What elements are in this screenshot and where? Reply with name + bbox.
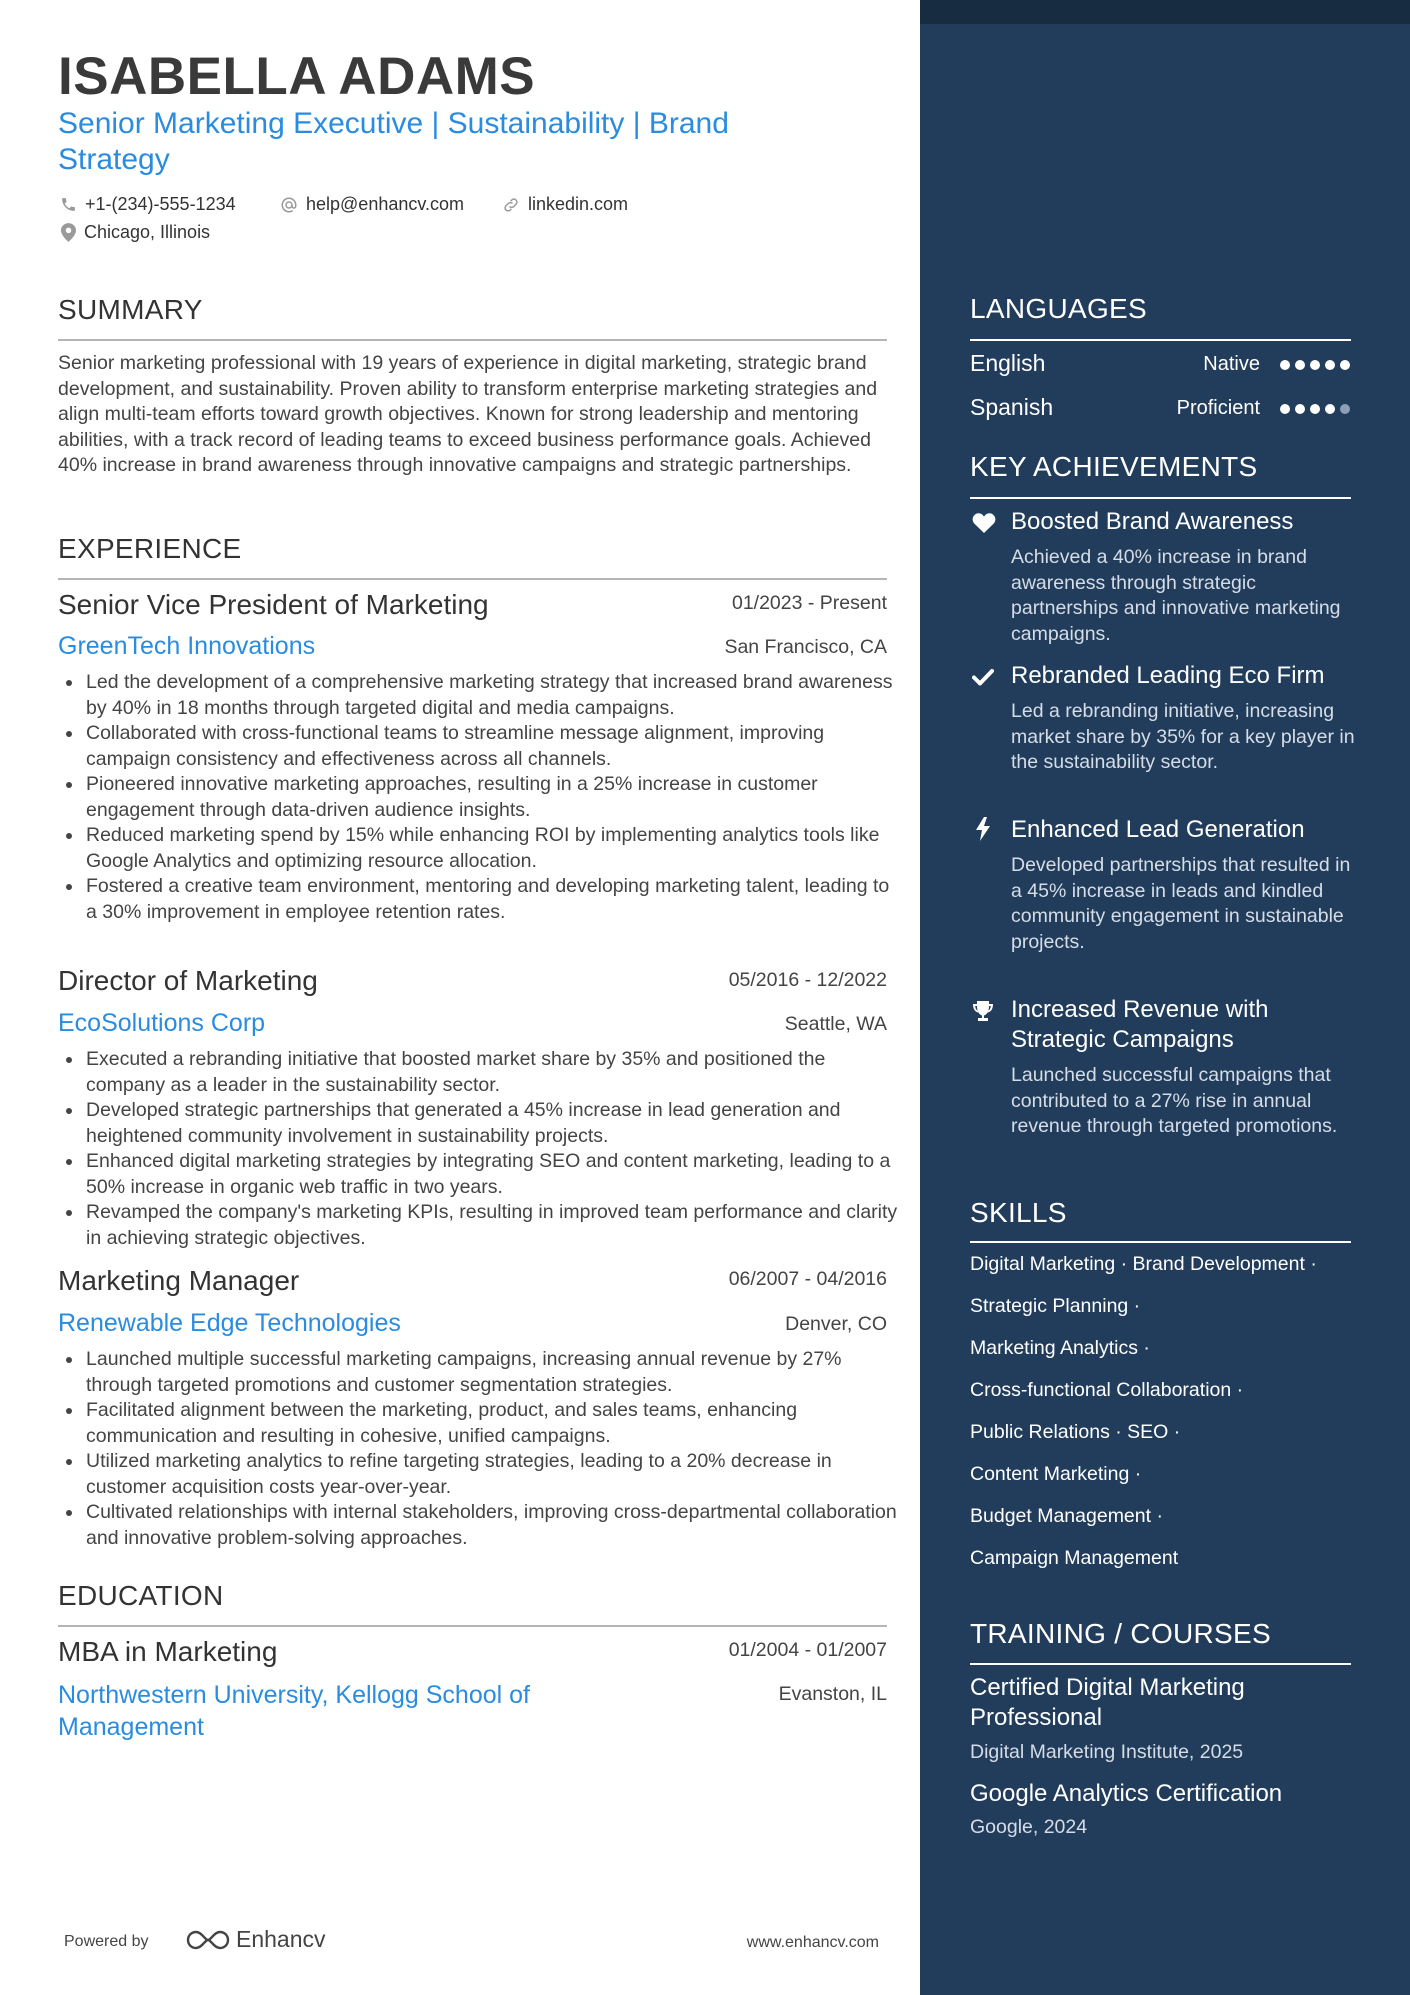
course-title: Google Analytics Certification (970, 1780, 1283, 1807)
rating-dot (1295, 404, 1305, 414)
heart-icon (972, 512, 996, 534)
skills-heading: SKILLS (970, 1197, 1067, 1228)
powered-by-label: Powered by (64, 1933, 149, 1950)
achievement-title: Rebranded Leading Eco Firm (1011, 662, 1325, 689)
summary-text: Senior marketing professional with 19 years of experience in digital marketing, strategic brand development, and sustainability. Proven ability to transform enterprise marketing strategies and align multi-team efforts toward growth objectives. Known for strong leadership and mentoring abilities, with a track record of leading teams to exceed business performance goals. Achieved 40% increase in brand awareness through innovative campaigns and strategic partnerships. (58, 352, 878, 476)
list-item: Facilitated alignment between the marketing, product, and sales teams, enhancing communication and resulting in cohesive, unified campaigns. (86, 1398, 901, 1449)
course-provider: Digital Marketing Institute, 2025 (970, 1741, 1244, 1763)
linkedin-contact[interactable] (502, 194, 628, 215)
education-location: Evanston, IL (778, 1683, 887, 1705)
skill-line: Cross-functional Collaboration · (970, 1379, 1244, 1401)
list-item: Utilized marketing analytics to refine targeting strategies, leading to a 20% decrease in customer acquisition costs year-over-year. (86, 1449, 901, 1500)
education-heading: EDUCATION (58, 1580, 224, 1611)
job-bullets (58, 1347, 901, 1551)
languages-heading: LANGUAGES (970, 293, 1147, 324)
enhancv-brand: Enhancv (236, 1926, 326, 1952)
language-rating (1280, 360, 1350, 370)
job-location: Denver, CO (785, 1313, 887, 1335)
achievement-desc: Developed partnerships that resulted in a 45% increase in leads and kindled community engagement in sustainable projects. (1011, 854, 1351, 953)
rating-dot (1295, 360, 1305, 370)
phone-icon (60, 196, 77, 213)
phone-contact[interactable] (60, 194, 236, 215)
candidate-title: Senior Marketing Executive | Sustainability | Brand Strategy (58, 107, 729, 176)
skill-line: Strategic Planning · (970, 1295, 1141, 1317)
linkedin-text: linkedin.com (528, 194, 629, 214)
company-name[interactable]: GreenTech Innovations (58, 632, 316, 660)
language-level: Proficient (1176, 397, 1260, 419)
rating-dot (1325, 360, 1335, 370)
skill-line: Campaign Management (970, 1547, 1179, 1569)
achievements-heading: KEY ACHIEVEMENTS (970, 451, 1258, 482)
rating-dot-empty (1340, 404, 1350, 414)
skill-line: Content Marketing · (970, 1463, 1142, 1485)
achievement-title: Boosted Brand Awareness (1011, 508, 1294, 535)
trophy-icon (971, 1000, 995, 1022)
experience-divider (58, 578, 887, 580)
education-divider (58, 1625, 887, 1627)
location-text: Chicago, Illinois (84, 222, 211, 242)
language-rating (1280, 404, 1350, 414)
rating-dot (1340, 360, 1350, 370)
training-heading: TRAINING / COURSES (970, 1618, 1271, 1649)
achievement-title: Enhanced Lead Generation (1011, 816, 1305, 843)
job-title: Director of Marketing (58, 965, 318, 996)
rating-dot (1280, 360, 1290, 370)
location-pin-icon (61, 223, 76, 242)
rating-dot (1310, 404, 1320, 414)
phone-text: +1-(234)-555-1234 (85, 194, 236, 214)
list-item: Reduced marketing spend by 15% while enhancing ROI by implementing analytics tools like Google Analytics and optimizing resource allocation. (86, 823, 901, 874)
link-icon (502, 196, 520, 214)
rating-dot (1310, 360, 1320, 370)
skill-line: Marketing Analytics · (970, 1337, 1150, 1359)
list-item: Enhanced digital marketing strategies by integrating SEO and content marketing, leading to a 50% increase in organic web traffic in two years. (86, 1149, 901, 1200)
language-name: Spanish (970, 394, 1054, 420)
rating-dot (1280, 404, 1290, 414)
list-item: Fostered a creative team environment, mentoring and developing marketing talent, leading to a 30% improvement in employee retention rates. (86, 874, 901, 925)
skill-line: Digital Marketing · Brand Development · (970, 1253, 1317, 1275)
school-name[interactable]: Northwestern University, Kellogg School of Management (58, 1681, 530, 1741)
email-contact[interactable] (280, 194, 464, 215)
skill-line: Budget Management · (970, 1505, 1163, 1527)
list-item: Pioneered innovative marketing approaches, resulting in a 25% increase in customer engagement through data-driven audience insights. (86, 772, 901, 823)
job-title: Marketing Manager (58, 1265, 300, 1296)
candidate-name: ISABELLA ADAMS (58, 47, 536, 106)
location-contact (61, 222, 210, 243)
company-name[interactable]: Renewable Edge Technologies (58, 1309, 401, 1337)
check-icon (972, 668, 994, 686)
experience-heading: EXPERIENCE (58, 533, 242, 564)
summary-heading: SUMMARY (58, 294, 203, 325)
list-item: Developed strategic partnerships that generated a 45% increase in lead generation and heightened community involvement in sustainability projects. (86, 1098, 901, 1149)
language-name: English (970, 350, 1046, 376)
list-item: Launched multiple successful marketing campaigns, increasing annual revenue by 27% through targeted promotions and customer segmentation strategies. (86, 1347, 901, 1398)
enhancv-logo-icon (184, 1927, 232, 1953)
job-dates: 05/2016 - 12/2022 (728, 969, 887, 991)
list-item: Led the development of a comprehensive marketing strategy that increased brand awareness by 40% in 18 months through targeted digital and media campaigns. (86, 670, 901, 721)
bolt-icon (974, 817, 992, 841)
company-name[interactable]: EcoSolutions Corp (58, 1009, 266, 1037)
skills-divider (970, 1241, 1351, 1243)
achievement-desc: Achieved a 40% increase in brand awareness through strategic partnerships and innovative marketing campaigns. (1011, 546, 1341, 645)
list-item: Collaborated with cross-functional teams to streamline message alignment, improving campaign consistency and effectiveness across all channels. (86, 721, 901, 772)
achievement-title: Increased Revenue with Strategic Campaigns (1011, 996, 1269, 1053)
achievement-desc: Led a rebranding initiative, increasing market share by 35% for a key player in the sustainability sector. (1011, 700, 1355, 773)
email-text: help@enhancv.com (306, 194, 465, 214)
sidebar (920, 0, 1410, 1995)
job-bullets (58, 670, 901, 925)
summary-divider (58, 339, 887, 341)
job-location: San Francisco, CA (724, 636, 887, 658)
degree-title: MBA in Marketing (58, 1636, 278, 1667)
training-divider (970, 1663, 1351, 1665)
achievements-divider (970, 497, 1351, 499)
footer-url[interactable]: www.enhancv.com (746, 1934, 879, 1951)
achievement-desc: Launched successful campaigns that contributed to a 27% rise in annual revenue through targeted promotions. (1011, 1064, 1338, 1137)
course-provider: Google, 2024 (970, 1816, 1088, 1838)
skill-line: Public Relations · SEO · (970, 1421, 1181, 1443)
language-level: Native (1203, 353, 1260, 375)
list-item: Cultivated relationships with internal stakeholders, improving cross-departmental collaboration and innovative problem-solving approaches. (86, 1500, 901, 1551)
course-title: Certified Digital Marketing Professional (970, 1674, 1245, 1731)
education-dates: 01/2004 - 01/2007 (728, 1639, 887, 1661)
job-title: Senior Vice President of Marketing (58, 589, 489, 620)
list-item: Executed a rebranding initiative that boosted market share by 35% and positioned the company as a leader in the sustainability sector. (86, 1047, 901, 1098)
sidebar-top-bar (920, 0, 1410, 24)
job-bullets (58, 1047, 901, 1251)
job-dates: 06/2007 - 04/2016 (728, 1268, 887, 1290)
rating-dot (1325, 404, 1335, 414)
enhancv-logo[interactable] (184, 1926, 326, 1953)
at-icon (280, 196, 298, 214)
job-dates: 01/2023 - Present (731, 592, 887, 614)
job-location: Seattle, WA (784, 1013, 887, 1035)
list-item: Revamped the company's marketing KPIs, resulting in improved team performance and clarity in achieving strategic objectives. (86, 1200, 901, 1251)
languages-divider (970, 339, 1351, 341)
